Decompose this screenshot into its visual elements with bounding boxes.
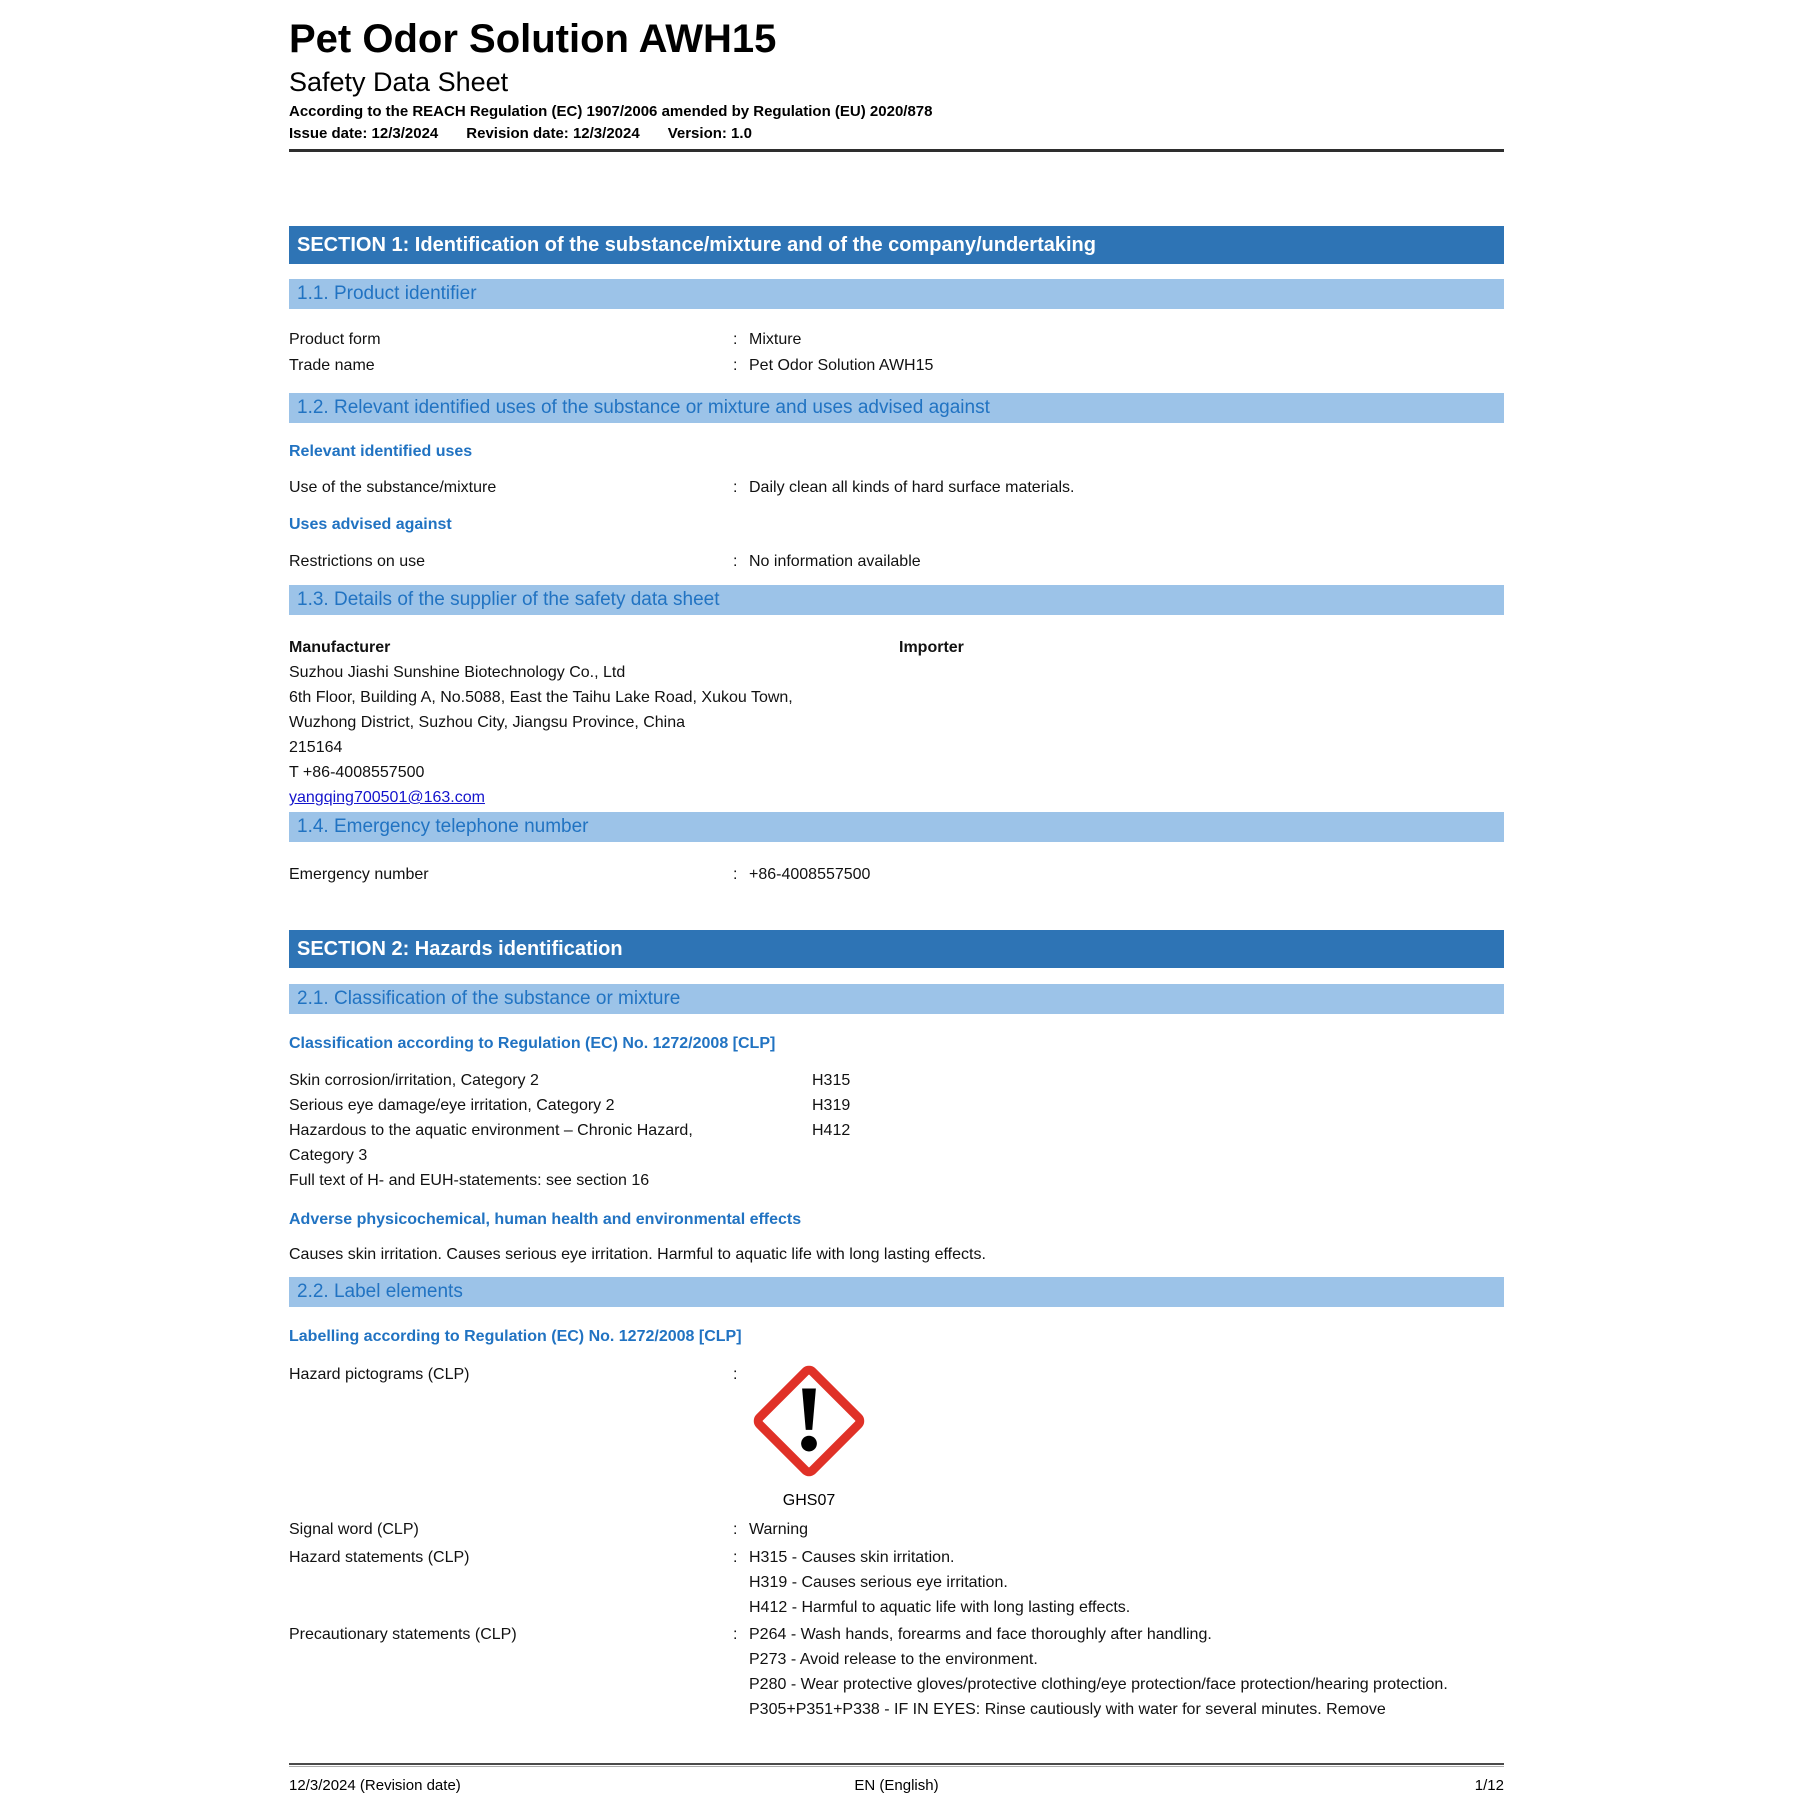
field-label: Hazard statements (CLP) (289, 1549, 470, 1566)
section-2 (289, 930, 1504, 1722)
product-form-row (289, 327, 1504, 353)
field-label: Emergency number (289, 866, 429, 883)
page-title: Pet Odor Solution AWH15 (289, 17, 777, 61)
emergency-number-row (289, 862, 1504, 888)
hazard-statement: H319 - Causes serious eye irritation. (749, 1574, 1008, 1591)
subsection-2-2-header: 2.2. Label elements (289, 1277, 1504, 1307)
classification-table (289, 1068, 1504, 1193)
precautionary-statement: P264 - Wash hands, forearms and face thoroughly after handling. (749, 1626, 1212, 1643)
regulation-line: According to the REACH Regulation (EC) 1907/2006 amended by Regulation (EU) 2020/878 (289, 103, 933, 120)
subsection-1-4-header: 1.4. Emergency telephone number (289, 812, 1504, 842)
field-value: Daily clean all kinds of hard surface materials. (749, 479, 1075, 496)
field-label: Use of the substance/mixture (289, 479, 497, 496)
precautionary-statement: P273 - Avoid release to the environment. (749, 1651, 1038, 1668)
pictogram-block (750, 1362, 868, 1511)
issue-date: Issue date: 12/3/2024 (289, 125, 439, 142)
colon: : (733, 1366, 738, 1383)
meta-row (289, 123, 1504, 145)
substance-use-row (289, 475, 1504, 501)
exclamation-dot (801, 1436, 817, 1452)
classification-row (289, 1093, 1504, 1118)
hazard-statement: H315 - Causes skin irritation. (749, 1549, 955, 1566)
version: Version: 1.0 (667, 125, 752, 142)
classification-row (289, 1118, 1504, 1168)
ghs07-pictogram (750, 1362, 868, 1480)
subsection-1-2-header: 1.2. Relevant identified uses of the substance or mixture and uses advised against (289, 393, 1504, 423)
colon: : (733, 866, 738, 883)
pictogram-caption: GHS07 (782, 1492, 836, 1509)
full-text-note: Full text of H- and EUH-statements: see section 16 (289, 1172, 650, 1189)
doc-subtitle: Safety Data Sheet (289, 67, 509, 97)
hazard-statement: H412 - Harmful to aquatic life with long lasting effects. (749, 1599, 1131, 1616)
field-value: Mixture (749, 331, 802, 348)
adverse-effects-text: Causes skin irritation. Causes serious eye irritation. Harmful to aquatic life with long lasting effects. (289, 1246, 986, 1263)
page-footer (289, 1763, 1504, 1796)
hazard-statements-list (749, 1545, 1504, 1620)
colon: : (733, 331, 738, 348)
hazard-code: H412 (812, 1122, 851, 1139)
colon: : (733, 1549, 738, 1566)
section-1 (289, 226, 1504, 888)
supplier-header-row (289, 635, 1504, 660)
field-value: +86-4008557500 (749, 866, 871, 883)
doc-header (289, 16, 1504, 152)
colon: : (733, 553, 738, 570)
revision-date: Revision date: 12/3/2024 (466, 125, 640, 142)
section-1-header: SECTION 1: Identification of the substance/mixture and of the company/undertaking (289, 226, 1504, 264)
classification-row (289, 1068, 1504, 1093)
precautionary-statements-row (289, 1622, 1504, 1722)
address-line: Suzhou Jiashi Sunshine Biotechnology Co., Ltd (289, 664, 626, 681)
hazard-class: Hazardous to the aquatic environment – Chronic Hazard, Category 3 (289, 1122, 693, 1164)
field-label: Signal word (CLP) (289, 1521, 419, 1538)
phone-line: T +86-4008557500 (289, 764, 425, 781)
address-line: 6th Floor, Building A, No.5088, East the Taihu Lake Road, Xukou Town, (289, 689, 793, 706)
signal-word-row (289, 1517, 1504, 1543)
manufacturer-email-link[interactable]: yangqing700501@163.com (289, 789, 485, 806)
field-value: Pet Odor Solution AWH15 (749, 357, 934, 374)
manufacturer-label: Manufacturer (289, 639, 391, 656)
header-rule (289, 149, 1504, 152)
section-2-header: SECTION 2: Hazards identification (289, 930, 1504, 968)
footer-language: EN (English) (854, 1777, 939, 1794)
colon: : (733, 479, 738, 496)
field-label: Trade name (289, 357, 375, 374)
manufacturer-address (289, 660, 1504, 810)
trade-name-row (289, 353, 1504, 379)
field-value: Warning (749, 1521, 808, 1538)
precautionary-statement: P305+P351+P338 - IF IN EYES: Rinse cautiously with water for several minutes. Remove (749, 1701, 1386, 1718)
hazard-code: H319 (812, 1097, 851, 1114)
footer-text-row (289, 1776, 1504, 1796)
footer-revision-date: 12/3/2024 (Revision date) (289, 1777, 461, 1794)
product-identifier-rows (289, 327, 1504, 379)
hazard-code: H315 (812, 1072, 851, 1089)
field-label: Hazard pictograms (CLP) (289, 1366, 470, 1383)
colon: : (733, 1626, 738, 1643)
colon: : (733, 357, 738, 374)
hazard-statements-row (289, 1545, 1504, 1620)
labelling-heading: Labelling according to Regulation (EC) No. 1272/2008 [CLP] (289, 1328, 742, 1345)
subsection-1-1-header: 1.1. Product identifier (289, 279, 1504, 309)
uses-advised-against-heading: Uses advised against (289, 516, 452, 533)
field-label: Product form (289, 331, 381, 348)
footer-rule-light (289, 1766, 1504, 1767)
field-label: Precautionary statements (CLP) (289, 1626, 517, 1643)
postal-code: 215164 (289, 739, 343, 756)
identified-uses-heading: Relevant identified uses (289, 443, 473, 460)
footer-page-number: 1/12 (1474, 1777, 1504, 1794)
hazard-pictograms-row (289, 1362, 1504, 1511)
field-value: No information available (749, 553, 921, 570)
footer-rule (289, 1763, 1504, 1765)
field-label: Restrictions on use (289, 553, 426, 570)
adverse-effects-heading: Adverse physicochemical, human health and environmental effects (289, 1211, 802, 1228)
classification-heading: Classification according to Regulation (EC) No. 1272/2008 [CLP] (289, 1035, 776, 1052)
hazard-class: Skin corrosion/irritation, Category 2 (289, 1072, 539, 1089)
restrictions-row (289, 549, 1504, 575)
address-line: Wuzhong District, Suzhou City, Jiangsu Province, China (289, 714, 686, 731)
hazard-class: Serious eye damage/eye irritation, Category 2 (289, 1097, 615, 1114)
colon: : (733, 1521, 738, 1538)
importer-label: Importer (899, 639, 964, 656)
precautionary-statements-list (749, 1622, 1504, 1722)
precautionary-statement: P280 - Wear protective gloves/protective clothing/eye protection/face protection/hearing protection. (749, 1676, 1448, 1693)
subsection-1-3-header: 1.3. Details of the supplier of the safety data sheet (289, 585, 1504, 615)
subsection-2-1-header: 2.1. Classification of the substance or mixture (289, 984, 1504, 1014)
